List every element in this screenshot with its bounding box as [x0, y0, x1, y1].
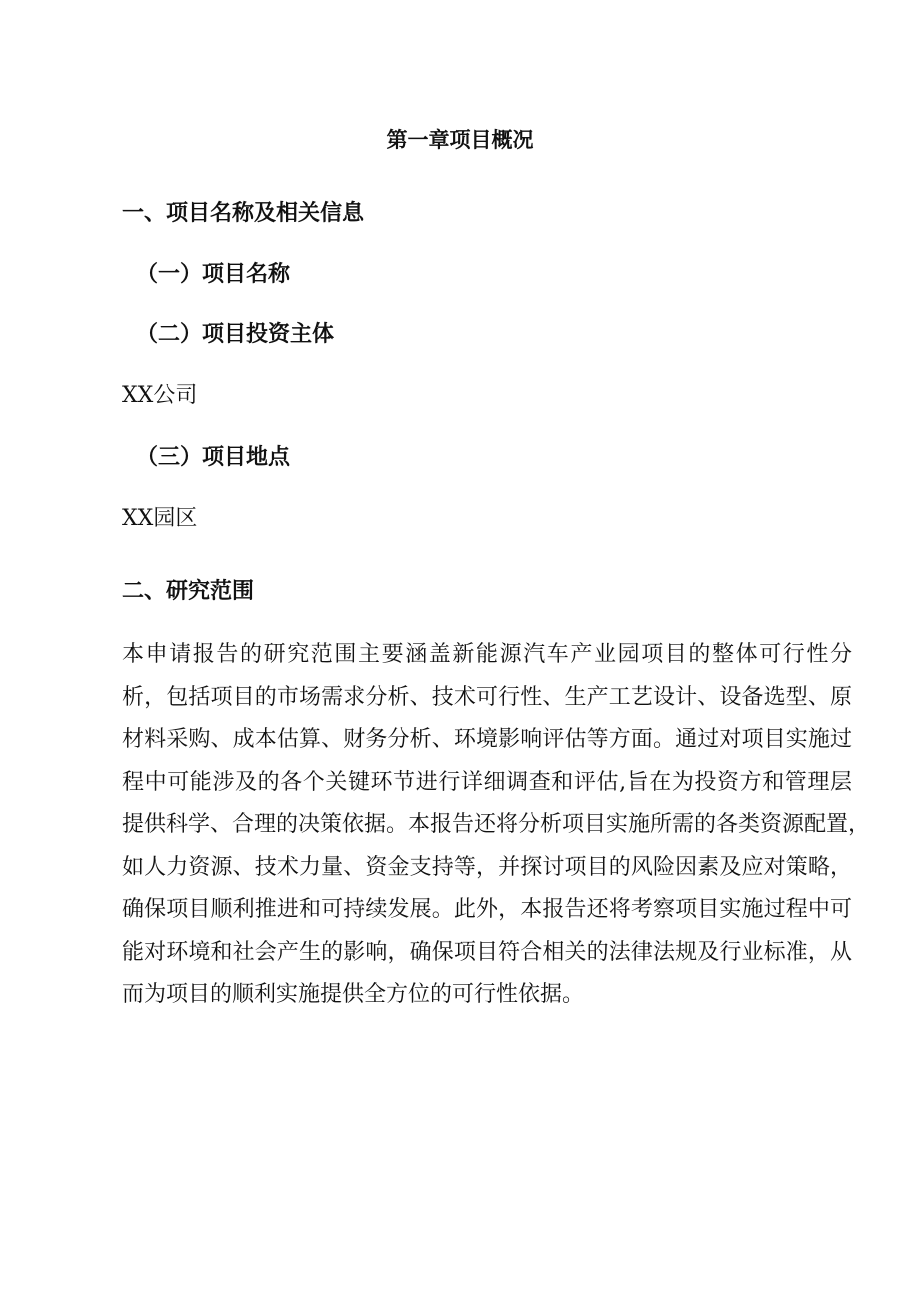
subsection-project-name: （一）项目名称 — [136, 261, 291, 287]
paragraph-line: 能对环境和社会产生的影响，确保项目符合相关的法律法规及行业标准，从 — [122, 939, 852, 965]
section2-heading: 二、研究范围 — [122, 578, 255, 604]
paragraph-line: 确保项目顺利推进和可持续发展。此外，本报告还将考察项目实施过程中可 — [122, 897, 852, 922]
paragraph-line: 材料采购、成本估算、财务分析、环境影响评估等方面。通过对项目实施过 — [122, 727, 852, 752]
paragraph-line: 本申请报告的研究范围主要涵盖新能源汽车产业园项目的整体可行性分 — [122, 642, 852, 667]
paragraph-line: 而为项目的顺利实施提供全方位的可行性依据。 — [122, 982, 585, 1007]
chapter-title: 第一章项目概况 — [386, 127, 534, 152]
paragraph-line: 程中可能涉及的各个关键环节进行详细调查和评估,旨在为投资方和管理层 — [122, 769, 852, 795]
paragraph-line: 析，包括项目的市场需求分析、技术可行性、生产工艺设计、设备选型、原 — [122, 684, 852, 710]
investor-value: XX公司 — [122, 383, 198, 408]
research-scope-paragraph — [122, 634, 871, 1017]
section1-heading: 一、项目名称及相关信息 — [122, 200, 365, 226]
location-value: XX园区 — [122, 506, 198, 531]
paragraph-line: 如人力资源、技术力量、资金支持等，并探讨项目的风险因素及应对策略， — [122, 854, 852, 880]
subsection-location: （三）项目地点 — [136, 444, 291, 470]
paragraph-line: 提供科学、合理的决策依据。本报告还将分析项目实施所需的各类资源配置， — [122, 812, 871, 837]
subsection-investor: （二）项目投资主体 — [136, 321, 335, 347]
